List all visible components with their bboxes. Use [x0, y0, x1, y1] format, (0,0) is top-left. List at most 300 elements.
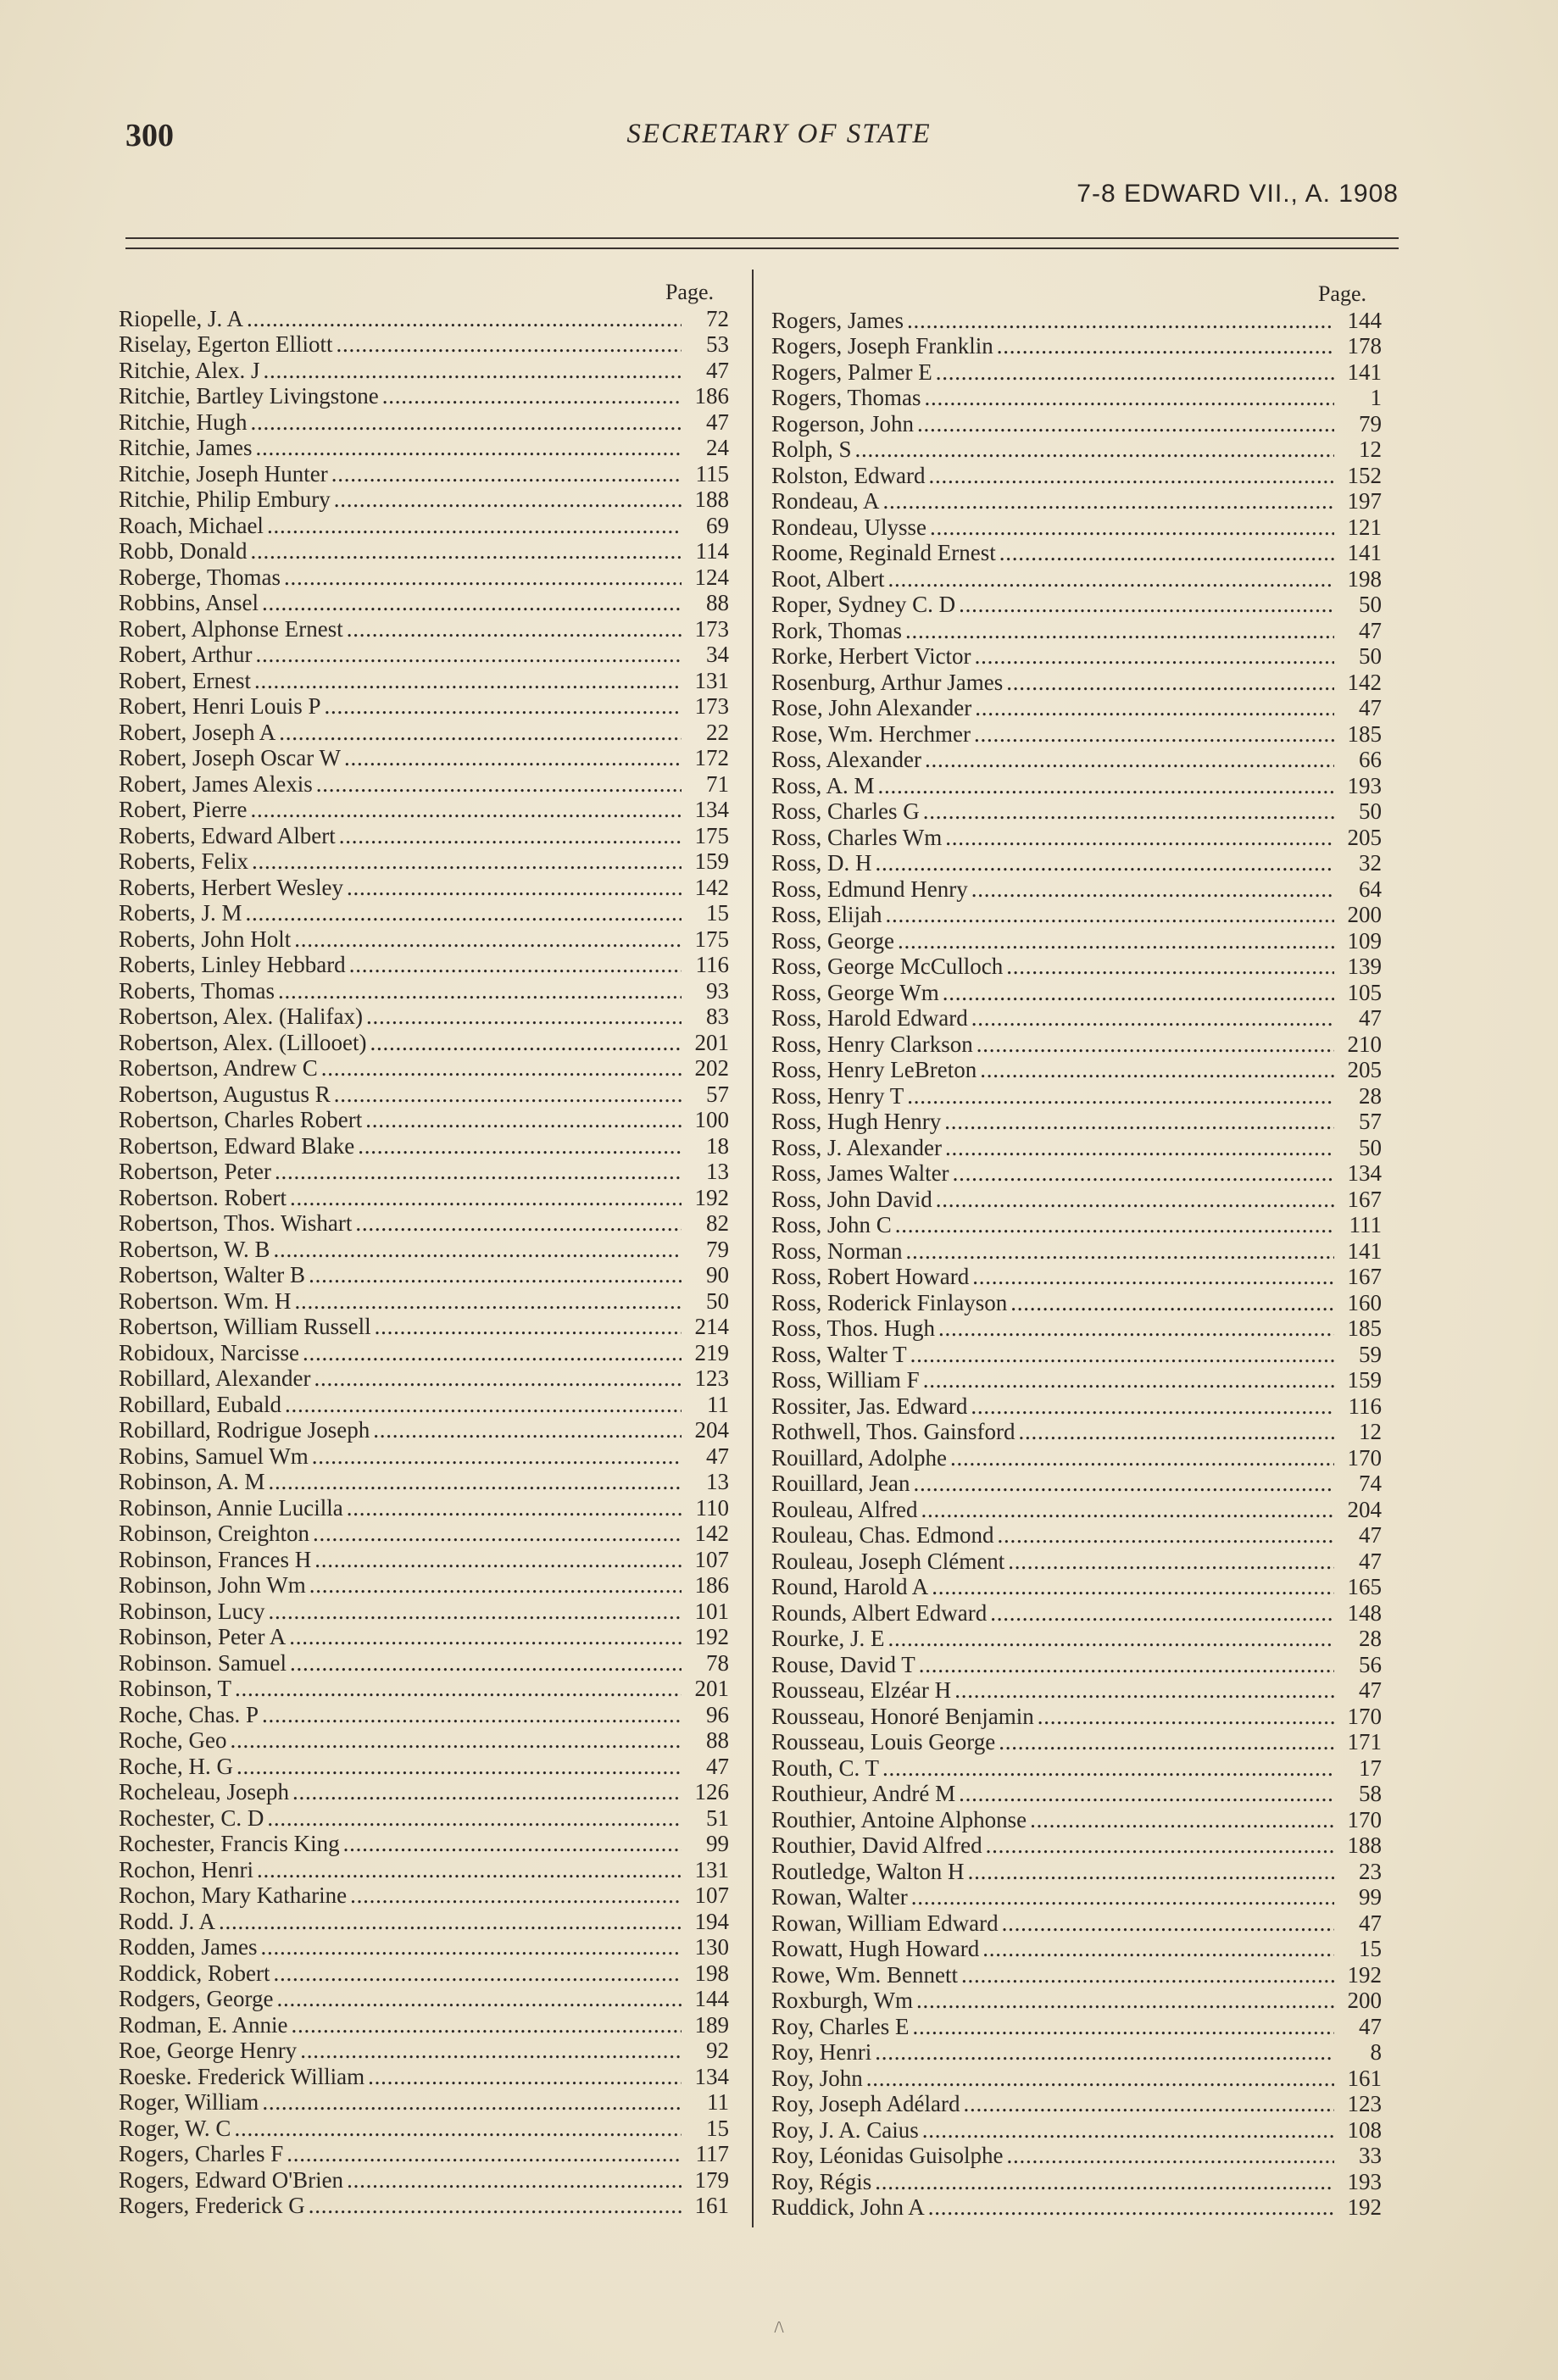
dot-leader — [270, 1237, 682, 1263]
dot-leader — [921, 747, 1334, 773]
entry-page: 47 — [1359, 1548, 1382, 1574]
index-entry — [771, 2143, 1382, 2169]
index-entry — [771, 1704, 1382, 1730]
entry-page: 8 — [1370, 2039, 1382, 2065]
index-entry — [771, 1574, 1382, 1600]
dot-leader — [248, 848, 682, 875]
index-entry — [771, 359, 1382, 386]
index-entry — [119, 1340, 729, 1366]
entry-page: 64 — [1359, 876, 1382, 902]
index-entry — [119, 797, 729, 823]
dot-leader — [309, 1443, 682, 1470]
entry-name: Ross, John C — [771, 1212, 892, 1237]
entry-name: Round, Harold A — [771, 1574, 929, 1599]
entry-name: Rogers, Joseph Franklin — [771, 333, 993, 359]
index-entry — [771, 2039, 1382, 2066]
entry-name: Robert, Arthur — [119, 642, 253, 667]
entry-page: 131 — [694, 1856, 729, 1882]
dot-leader — [309, 1521, 682, 1547]
entry-name: Rodman, E. Annie — [119, 2011, 288, 2038]
index-entry — [119, 513, 729, 539]
entry-page: 117 — [695, 2141, 729, 2166]
entry-page: 47 — [1359, 1910, 1382, 1936]
index-entry — [119, 926, 729, 953]
dot-leader — [310, 1365, 682, 1392]
entry-page: 93 — [706, 977, 729, 1004]
index-entry — [119, 1469, 729, 1495]
entry-name: Roddick, Robert — [119, 1960, 270, 1986]
entry-name: Routh, C. T — [771, 1754, 880, 1781]
index-entry — [119, 1262, 729, 1288]
entry-name: Robidoux, Narcisse — [119, 1339, 299, 1365]
entry-page: 161 — [1347, 2065, 1382, 2091]
dot-leader — [233, 1754, 682, 1780]
dot-leader — [251, 668, 682, 694]
index-entry — [771, 463, 1382, 489]
index-entry — [771, 308, 1382, 334]
entry-name: Rowatt, Hugh Howard — [771, 1936, 980, 1961]
entry-name: Rousseau, Elzéar H — [771, 1677, 952, 1703]
index-entry — [119, 358, 729, 384]
entry-page: 204 — [694, 1417, 729, 1443]
entry-page: 47 — [1359, 1522, 1382, 1548]
entry-name: Robins, Samuel Wm — [119, 1443, 309, 1469]
dot-leader — [863, 2066, 1334, 2092]
dot-leader — [259, 1702, 682, 1728]
entry-name: Roche, Chas. P — [119, 1701, 259, 1727]
entry-page: 185 — [1347, 1315, 1382, 1341]
entry-page: 192 — [694, 1184, 729, 1210]
dot-leader — [231, 1676, 682, 1702]
dot-leader — [287, 2012, 682, 2038]
entry-name: Ruddick, John A — [771, 2194, 925, 2220]
dot-leader — [951, 1677, 1334, 1704]
entry-page: 107 — [694, 1546, 729, 1572]
index-entry — [119, 590, 729, 616]
index-entry — [771, 411, 1382, 437]
index-entry — [771, 1290, 1382, 1316]
index-entry — [771, 1367, 1382, 1393]
index-entry — [119, 1314, 729, 1340]
index-entry — [771, 1264, 1382, 1290]
entry-name: Rogers, Edward O'Brien — [119, 2166, 344, 2193]
entry-page: 50 — [1359, 643, 1382, 669]
entry-name: Ross, Norman — [771, 1237, 903, 1264]
entry-page: 185 — [1347, 720, 1382, 747]
entry-name: Robertson, Walter B — [119, 1262, 306, 1287]
dot-leader — [299, 1340, 682, 1366]
index-entry — [119, 2038, 729, 2064]
entry-name: Robillard, Eubald — [119, 1391, 281, 1417]
dot-leader — [265, 1599, 682, 1625]
index-entry — [119, 1727, 729, 1754]
entry-name: Roy, Charles E — [771, 2013, 910, 2039]
entry-page: 56 — [1359, 1651, 1382, 1677]
entry-page: 172 — [694, 745, 729, 770]
dot-leader — [920, 798, 1334, 825]
index-entry — [119, 1004, 729, 1030]
dot-leader — [935, 1315, 1334, 1342]
dot-leader — [949, 1160, 1334, 1187]
entry-page: 160 — [1347, 1289, 1382, 1315]
entry-name: Ross, Thos. Hugh — [771, 1315, 936, 1341]
dot-leader — [993, 333, 1334, 359]
dot-leader — [257, 1934, 682, 1960]
dot-leader — [270, 1960, 682, 1987]
dot-leader — [892, 1212, 1334, 1238]
dot-leader — [910, 1471, 1334, 1497]
entry-page: 69 — [706, 512, 729, 538]
entry-page: 170 — [1347, 1444, 1382, 1471]
entry-name: Ross, Robert Howard — [771, 1264, 970, 1289]
index-entry — [119, 1779, 729, 1805]
dot-leader — [362, 1107, 682, 1133]
dot-leader — [297, 2038, 682, 2064]
index-entry — [119, 487, 729, 513]
entry-name: Robertson, Alex. (Halifax) — [119, 1004, 363, 1029]
index-entry — [771, 1884, 1382, 1910]
entry-name: Roeske. Frederick William — [119, 2063, 365, 2089]
index-entry — [771, 1497, 1382, 1523]
entry-page: 72 — [706, 305, 729, 331]
entry-page: 161 — [694, 2193, 729, 2218]
entry-page: 107 — [694, 1882, 729, 1908]
index-entry — [771, 1626, 1382, 1652]
entry-page: 79 — [1359, 410, 1382, 437]
entry-page: 101 — [694, 1598, 729, 1624]
dot-leader — [926, 514, 1334, 541]
index-entry — [119, 1495, 729, 1521]
index-entry — [771, 1419, 1382, 1445]
entry-name: Robertson, Andrew C — [119, 1055, 318, 1081]
entry-page: 12 — [1359, 437, 1382, 462]
dot-leader — [995, 1729, 1334, 1755]
dot-leader — [363, 1004, 682, 1030]
dot-leader — [903, 1238, 1335, 1265]
entry-page: 186 — [694, 383, 729, 409]
dot-leader — [252, 435, 682, 461]
entry-name: Ritchie, Hugh — [119, 409, 248, 435]
entry-name: Rouleau, Chas. Edmond — [771, 1522, 994, 1548]
entry-page: 99 — [1359, 1884, 1382, 1910]
index-entry — [119, 1443, 729, 1470]
index-entry — [119, 331, 729, 358]
entry-name: Ross, A. M — [771, 772, 875, 798]
dot-leader — [982, 1832, 1334, 1859]
entry-name: Routhier, Antoine Alphonse — [771, 1806, 1027, 1832]
dot-leader — [243, 306, 682, 332]
dot-leader — [328, 461, 682, 487]
entry-page: 108 — [1347, 2116, 1382, 2143]
index-entry — [119, 616, 729, 642]
dot-leader — [885, 566, 1335, 592]
entry-name: Robinson, Creighton — [119, 1521, 310, 1546]
entry-name: Rork, Thomas — [771, 617, 902, 643]
dot-leader — [275, 978, 682, 1004]
index-entry — [771, 1212, 1382, 1238]
dot-leader — [955, 592, 1334, 618]
index-entry — [119, 1676, 729, 1702]
dot-leader — [247, 797, 682, 823]
entry-list — [771, 308, 1382, 2221]
index-entry — [771, 1160, 1382, 1187]
index-entry — [119, 1288, 729, 1315]
entry-page: 159 — [694, 848, 729, 874]
dot-leader — [875, 773, 1334, 799]
entry-page: 205 — [1347, 1057, 1382, 1082]
entry-name: Robinson, Lucy — [119, 1598, 265, 1624]
entry-page: 11 — [707, 1391, 729, 1417]
entry-page: 24 — [706, 435, 729, 460]
entry-page: 200 — [1347, 1988, 1382, 2013]
entry-name: Rocheleau, Joseph — [119, 1779, 289, 1804]
entry-page: 139 — [1347, 954, 1382, 979]
dot-leader — [928, 1574, 1334, 1600]
dot-leader — [909, 2014, 1334, 2040]
dot-leader — [331, 487, 682, 513]
entry-page: 123 — [694, 1365, 729, 1391]
index-entry — [119, 978, 729, 1004]
dot-leader — [932, 1187, 1334, 1213]
index-entry — [771, 747, 1382, 773]
index-entry — [119, 848, 729, 875]
index-entry — [119, 1650, 729, 1677]
index-entry — [771, 1936, 1382, 1962]
dot-leader — [343, 616, 682, 642]
index-entry — [771, 1600, 1382, 1627]
entry-name: Ross, D. H — [771, 850, 872, 876]
index-entry — [119, 1960, 729, 1987]
dot-leader — [947, 1445, 1334, 1471]
dot-leader — [291, 926, 682, 953]
entry-page: 192 — [1347, 2194, 1382, 2220]
index-entry — [119, 1030, 729, 1056]
entry-name: Rogers, Charles F — [119, 2141, 284, 2166]
entry-page: 17 — [1359, 1754, 1382, 1781]
dot-leader — [215, 1909, 682, 1935]
index-entry — [119, 952, 729, 978]
dot-leader — [364, 2064, 682, 2090]
dot-leader — [904, 1083, 1334, 1109]
entry-name: Ritchie, Alex. J — [119, 357, 260, 383]
dot-leader — [370, 1417, 682, 1443]
entry-page: 34 — [706, 642, 729, 667]
dot-leader — [971, 695, 1334, 721]
dot-leader — [318, 1055, 682, 1082]
entry-page: 141 — [1347, 1237, 1382, 1264]
dot-leader — [941, 1109, 1334, 1135]
index-entry — [771, 1652, 1382, 1678]
entry-page: 57 — [706, 1081, 729, 1107]
entry-name: Roy, John — [771, 2065, 863, 2091]
entry-name: Rousseau, Louis George — [771, 1729, 996, 1754]
entry-name: Ross, George McCulloch — [771, 954, 1004, 979]
index-entry — [119, 1702, 729, 1728]
dot-leader — [242, 900, 682, 926]
entry-page: 123 — [1347, 2091, 1382, 2116]
dot-leader — [1003, 2143, 1334, 2169]
entry-page: 198 — [694, 1960, 729, 1986]
index-entry — [771, 1342, 1382, 1368]
entry-name: Ross, William F — [771, 1367, 920, 1393]
entry-page: 50 — [706, 1287, 729, 1314]
dot-leader — [1003, 670, 1334, 696]
dot-leader — [955, 1781, 1334, 1807]
entry-page: 197 — [1347, 488, 1382, 514]
index-entry — [119, 1082, 729, 1108]
entry-page: 142 — [694, 1521, 729, 1546]
entry-name: Roy, Léonidas Guisolphe — [771, 2143, 1004, 2168]
entry-name: Ritchie, Joseph Hunter — [119, 460, 328, 487]
entry-name: Rogers, Frederick G — [119, 2193, 305, 2218]
dot-leader — [305, 1262, 682, 1288]
dot-leader — [1034, 1704, 1334, 1730]
entry-page: 111 — [1349, 1212, 1382, 1237]
entry-page: 201 — [694, 1029, 729, 1055]
dot-leader — [925, 2194, 1334, 2221]
entry-page: 167 — [1347, 1186, 1382, 1212]
index-entry — [119, 1417, 729, 1443]
entry-name: Ross, James Walter — [771, 1160, 949, 1186]
entry-page: 33 — [1359, 2143, 1382, 2168]
entry-page: 23 — [1359, 1858, 1382, 1884]
entry-name: Robertson, William Russell — [119, 1314, 371, 1339]
entry-name: Roberts, Herbert Wesley — [119, 874, 344, 900]
entry-name: Ritchie, Bartley Livingstone — [119, 383, 379, 409]
dot-leader — [289, 1779, 682, 1805]
index-entry — [771, 1755, 1382, 1782]
entry-page: 178 — [1347, 333, 1382, 359]
entry-page: 175 — [694, 822, 729, 848]
index-entry — [119, 1521, 729, 1547]
page-number: 300 — [125, 118, 174, 153]
entry-page: 192 — [1347, 1961, 1382, 1988]
entry-page: 50 — [1359, 798, 1382, 824]
dot-leader — [920, 1367, 1334, 1393]
dot-leader — [960, 2091, 1334, 2117]
entry-name: Rounds, Albert Edward — [771, 1599, 988, 1626]
entry-name: Robb, Donald — [119, 538, 248, 564]
dot-leader — [958, 1962, 1334, 1988]
entry-name: Ross, Henry LeBreton — [771, 1057, 977, 1082]
dot-leader — [973, 1032, 1334, 1058]
entry-page: 109 — [1347, 927, 1382, 954]
dot-leader — [313, 771, 682, 798]
dot-leader — [879, 1755, 1334, 1782]
index-entry — [119, 564, 729, 591]
dot-leader — [907, 1342, 1334, 1368]
entry-page: 47 — [1359, 2013, 1382, 2039]
entry-name: Rodden, James — [119, 1934, 258, 1960]
entry-name: Roberts, Linley Hebbard — [119, 952, 346, 977]
index-entry — [119, 306, 729, 332]
index-entry — [119, 2116, 729, 2142]
entry-page: 189 — [694, 2011, 729, 2038]
entry-name: Ross, Elijah — [771, 902, 882, 927]
dot-leader — [336, 823, 682, 849]
entry-name: Roy, J. A. Caius — [771, 2116, 919, 2143]
index-entry — [771, 1445, 1382, 1471]
dot-leader — [305, 2193, 682, 2219]
entry-page: 96 — [706, 1701, 729, 1727]
entry-name: Rouillard, Adolphe — [771, 1444, 947, 1471]
index-entry — [771, 488, 1382, 514]
entry-page: 205 — [1347, 824, 1382, 850]
entry-name: Rose, John Alexander — [771, 695, 972, 720]
column-heading: Page. — [665, 280, 714, 304]
entry-name: Rogers, James — [771, 307, 904, 333]
entry-page: 194 — [694, 1908, 729, 1934]
index-entry — [771, 1807, 1382, 1833]
entry-page: 142 — [1347, 669, 1382, 695]
index-entry — [119, 1237, 729, 1263]
entry-name: Roche, H. G — [119, 1753, 233, 1779]
entry-page: 114 — [695, 538, 729, 564]
entry-name: Roger, William — [119, 2089, 259, 2115]
index-entry — [771, 1729, 1382, 1755]
index-entry — [771, 695, 1382, 721]
entry-page: 198 — [1347, 565, 1382, 592]
dot-leader — [987, 1600, 1334, 1627]
index-entry — [771, 1988, 1382, 2014]
dot-leader — [917, 1497, 1334, 1523]
entry-name: Ross, John David — [771, 1186, 932, 1212]
dot-leader — [969, 1264, 1334, 1290]
entry-page: 141 — [1347, 359, 1382, 385]
entry-page: 79 — [706, 1236, 729, 1262]
entry-page: 1 — [1370, 385, 1382, 410]
dot-leader — [939, 980, 1334, 1006]
index-entry — [771, 2194, 1382, 2221]
index-entry — [771, 566, 1382, 592]
entry-name: Roche, Geo — [119, 1727, 227, 1753]
dot-leader — [942, 825, 1334, 851]
index-entry — [771, 437, 1382, 463]
entry-page: 15 — [706, 2115, 729, 2141]
index-entry — [771, 721, 1382, 748]
entry-name: Rousseau, Honoré Benjamin — [771, 1703, 1034, 1729]
dot-leader — [379, 383, 682, 409]
entry-name: Root, Albert — [771, 565, 885, 592]
entry-name: Ross, J. Alexander — [771, 1134, 942, 1160]
entry-name: Rochon, Henri — [119, 1856, 253, 1882]
entry-page: 74 — [1359, 1471, 1382, 1496]
index-entry — [771, 2117, 1382, 2144]
entry-name: Rowan, Walter — [771, 1884, 908, 1910]
entry-name: Robertson, Edward Blake — [119, 1132, 355, 1159]
dot-leader — [915, 1652, 1334, 1678]
entry-name: Rouse, David T — [771, 1651, 915, 1677]
index-entry — [771, 980, 1382, 1006]
entry-page: 110 — [695, 1494, 729, 1521]
dot-leader — [343, 1495, 682, 1521]
dot-leader — [264, 1805, 682, 1832]
index-entry — [119, 668, 729, 694]
index-entry — [771, 1781, 1382, 1807]
dot-leader — [919, 2117, 1334, 2144]
entry-name: Roach, Michael — [119, 512, 264, 538]
index-entry — [771, 1083, 1382, 1109]
entry-page: 58 — [1359, 1781, 1382, 1806]
index-entry — [771, 798, 1382, 825]
entry-name: Rogerson, John — [771, 410, 914, 437]
entry-page: 50 — [1359, 592, 1382, 617]
entry-list — [119, 306, 729, 2219]
index-entry — [771, 1315, 1382, 1342]
dot-leader — [346, 952, 682, 978]
dot-leader — [354, 1133, 682, 1159]
entry-page: 47 — [1359, 695, 1382, 720]
